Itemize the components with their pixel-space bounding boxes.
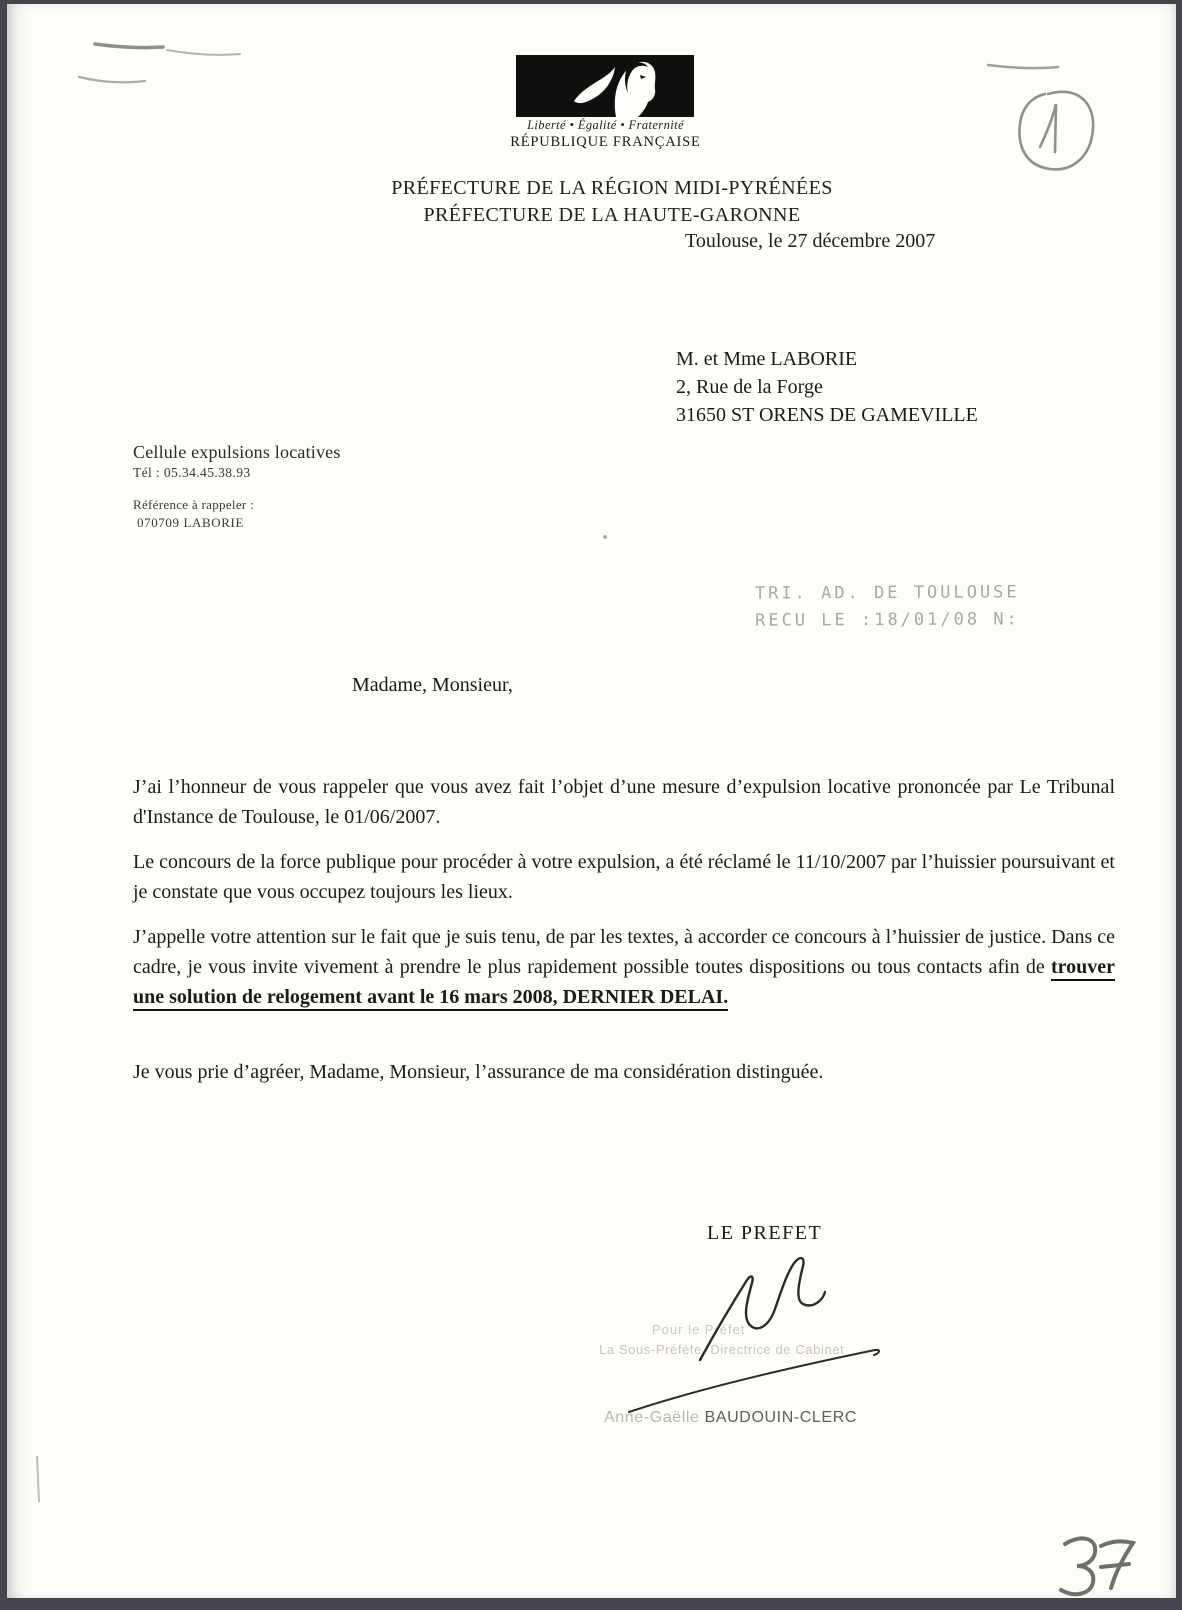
handwritten-folio-number xyxy=(1061,1538,1133,1594)
recipient-street: 2, Rue de la Forge xyxy=(676,376,823,398)
letterhead xyxy=(312,175,912,229)
logo-country: RÉPUBLIQUE FRANÇAISE xyxy=(510,134,701,150)
signatory-title: LE PREFET xyxy=(707,1222,823,1244)
receipt-stamp-line1: TRI. AD. DE TOULOUSE xyxy=(754,582,1020,604)
receipt-stamp xyxy=(755,579,1020,634)
pen-stroke-top-right xyxy=(988,65,1058,68)
paragraph-2: Le concours de la force publique pour procéder à votre expulsion, a été réclamé le 11/10/2007 par l’huissier poursuivant et je constate que vous occupez toujours les lieux. xyxy=(133,851,1115,903)
signatory-lastname: BAUDOUIN-CLERC xyxy=(704,1409,858,1426)
receipt-stamp-line2: RECU LE :18/01/08 N: xyxy=(755,609,1020,631)
paragraph-1: J’ai l’honneur de vous rappeler que vous avez fait l’objet d’une mesure d’expulsion locative prononcée par Le Tribunal d'Instance de Toulouse, le 01/06/2007. xyxy=(133,776,1115,828)
handwritten-page-mark xyxy=(1019,92,1093,169)
letter-page xyxy=(7,4,1176,1598)
scan-speck xyxy=(603,535,607,539)
signature-stamp-line1: Pour le Préfet xyxy=(652,1322,746,1337)
recipient-city: 31650 ST ORENS DE GAMEVILLE xyxy=(676,404,978,426)
marianne-logo-icon xyxy=(516,55,694,117)
letterhead-line2: PRÉFECTURE DE LA HAUTE-GARONNE xyxy=(423,204,801,226)
reference-value: 070709 LABORIE xyxy=(137,515,244,530)
paragraph-3-deadline-emphasis: trouver une solution de relogement avant le 16 mars 2008, DERNIER DELAI. xyxy=(133,956,1115,1011)
recipient-name: M. et Mme LABORIE xyxy=(676,348,858,370)
letterhead-line1: PRÉFECTURE DE LA RÉGION MIDI-PYRÉNÉES xyxy=(391,177,833,199)
sender-service-block xyxy=(133,442,341,531)
salutation: Madame, Monsieur, xyxy=(352,674,513,696)
pencil-scuff-marks xyxy=(79,44,240,82)
recipient-address xyxy=(676,345,978,429)
date-line: Toulouse, le 27 décembre 2007 xyxy=(685,230,936,252)
service-name: Cellule expulsions locatives xyxy=(133,442,341,462)
margin-scratch-mark xyxy=(37,1456,39,1502)
closing-paragraph: Je vous prie d’agréer, Madame, Monsieur, l’assurance de ma considération distinguée. xyxy=(133,1061,824,1083)
signature-stamp-line2: La Sous-Préfète, Directrice de Cabinet xyxy=(599,1342,845,1357)
signatory-name xyxy=(604,1409,857,1427)
paragraph-3 xyxy=(133,922,1115,1012)
reference-label: Référence à rappeler : xyxy=(133,497,254,512)
logo-motto: Liberté • Égalité • Fraternité xyxy=(527,118,684,132)
service-phone: Tél : 05.34.45.38.93 xyxy=(133,465,251,480)
paragraph-3-text: J’appelle votre attention sur le fait que je suis tenu, de par les textes, à accorder ce concours à l’huissier de justice. Dans ce cadre, je vous invite vivement à prendre le plus rapidement possible toutes dispositions ou tous contacts afin de xyxy=(133,926,1115,978)
signatory-firstname: Anne-Gaëlle xyxy=(604,1409,700,1426)
